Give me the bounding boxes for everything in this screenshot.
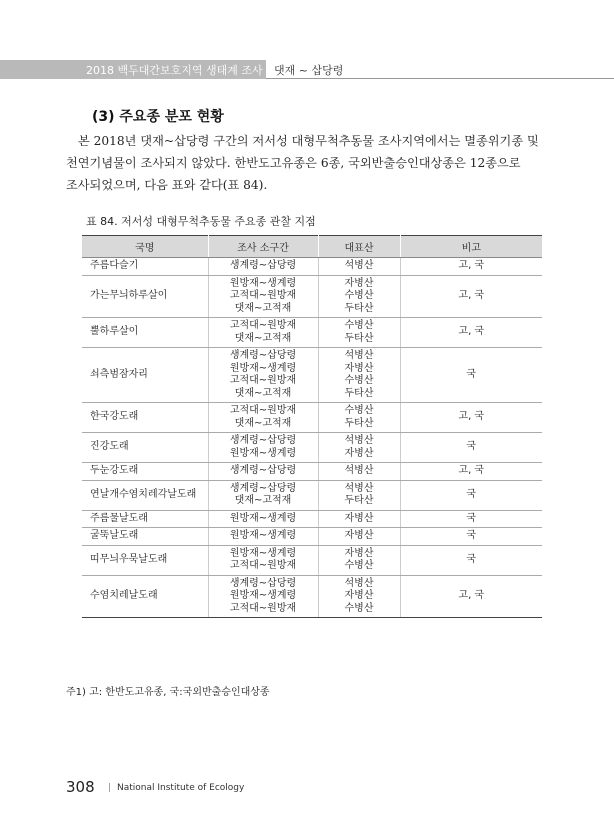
mountain-entry: 수병산	[344, 405, 374, 416]
paragraph-line: 천연기념물이 조사되지 않았다. 한반도고유종은 6종, 국외반출승인대상종은 12종으로	[66, 156, 521, 170]
representative-mountains	[318, 463, 400, 481]
species-name: 띠무늬우묵날도래	[82, 545, 208, 575]
note: 국	[400, 528, 542, 546]
section-entry: 고적대~원방재	[229, 375, 297, 386]
mountain-entry: 자병산	[344, 512, 374, 524]
section-entry: 원방재~생계령	[229, 547, 297, 559]
section-entry: 원방재~생계령	[229, 277, 297, 289]
survey-sections	[208, 318, 318, 348]
note: 국	[400, 480, 542, 510]
species-name: 쇠측범잠자리	[82, 348, 208, 403]
footer-separator: |	[108, 783, 112, 793]
mountain-entry: 자병산	[344, 362, 374, 374]
survey-sections	[208, 463, 318, 481]
note: 고, 국	[400, 275, 542, 318]
section-entry: 생계령~삽당령	[229, 435, 297, 446]
species-name: 수염치레날도래	[82, 575, 208, 618]
note: 국	[400, 545, 542, 575]
representative-mountains	[318, 348, 400, 403]
species-table	[82, 235, 542, 618]
section-entry: 댓재~고적재	[234, 302, 292, 314]
section-entry: 생계령~삽당령	[229, 260, 297, 271]
representative-mountains	[318, 528, 400, 546]
section-entry: 댓재~고적재	[234, 387, 292, 399]
mountain-entry: 석병산	[344, 350, 374, 361]
section-entry: 고적대~원방재	[229, 290, 297, 301]
section-name: 댓재 ~ 삽당령	[274, 64, 344, 77]
note: 국	[400, 433, 542, 463]
species-name: 연날개수염치레각날도래	[82, 480, 208, 510]
mountain-entry: 수병산	[344, 320, 374, 331]
species-name: 주름물날도래	[82, 510, 208, 528]
mountain-entry: 석병산	[344, 577, 374, 589]
mountain-entry: 수병산	[344, 602, 374, 614]
section-entry: 생계령~삽당령	[229, 482, 297, 494]
header-note: 비고	[400, 236, 542, 258]
mountain-entry: 수병산	[344, 560, 374, 571]
species-name: 뿔하루살이	[82, 318, 208, 348]
mountain-entry: 두타산	[344, 302, 374, 314]
table-row	[82, 318, 542, 348]
note: 국	[400, 348, 542, 403]
survey-sections	[208, 528, 318, 546]
section-entry: 고적대~원방재	[229, 560, 297, 571]
note: 고, 국	[400, 318, 542, 348]
section-entry: 원방재~생계령	[229, 530, 297, 541]
representative-mountains	[318, 545, 400, 575]
section-entry: 댓재~고적재	[234, 495, 292, 506]
representative-mountains	[318, 575, 400, 618]
paragraph-line: 조사되었으며, 다음 표와 같다(표 84).	[66, 178, 268, 192]
section-entry: 원방재~생계령	[229, 512, 297, 524]
table-row	[82, 433, 542, 463]
species-name: 진강도래	[82, 433, 208, 463]
representative-mountains	[318, 433, 400, 463]
section-entry: 원방재~생계령	[229, 590, 297, 601]
section-entry: 원방재~생계령	[229, 447, 297, 459]
header-bar	[0, 60, 266, 79]
mountain-entry: 자병산	[344, 277, 374, 289]
survey-sections	[208, 403, 318, 433]
header-mountain: 대표산	[318, 236, 400, 258]
survey-sections	[208, 545, 318, 575]
mountain-entry: 석병산	[344, 465, 374, 476]
table-row	[82, 528, 542, 546]
table-row	[82, 463, 542, 481]
survey-sections	[208, 275, 318, 318]
section-entry: 고적대~원방재	[229, 320, 297, 331]
table-row	[82, 275, 542, 318]
note: 국	[400, 510, 542, 528]
section-entry: 생계령~삽당령	[229, 577, 297, 589]
survey-sections	[208, 433, 318, 463]
mountain-entry: 자병산	[344, 530, 374, 541]
representative-mountains	[318, 510, 400, 528]
mountain-entry: 수병산	[344, 290, 374, 301]
header-section: 조사 소구간	[208, 236, 318, 258]
survey-sections	[208, 510, 318, 528]
note: 고, 국	[400, 463, 542, 481]
section-entry: 고적대~원방재	[229, 405, 297, 416]
survey-sections	[208, 575, 318, 618]
mountain-entry: 두타산	[344, 332, 374, 344]
survey-sections	[208, 348, 318, 403]
header-species: 국명	[82, 236, 208, 258]
section-entry: 댓재~고적재	[234, 332, 292, 344]
table-row	[82, 348, 542, 403]
table-row	[82, 545, 542, 575]
mountain-entry: 석병산	[344, 435, 374, 446]
table-caption: 표 84. 저서성 대형무척추동물 주요종 관찰 지점	[86, 215, 316, 228]
species-name: 주름다슬기	[82, 258, 208, 276]
body-paragraph	[66, 130, 546, 196]
mountain-entry: 석병산	[344, 482, 374, 494]
header-rule	[266, 78, 614, 79]
mountain-entry: 두타산	[344, 495, 374, 506]
mountain-entry: 두타산	[344, 387, 374, 399]
representative-mountains	[318, 480, 400, 510]
mountain-entry: 두타산	[344, 417, 374, 429]
species-name: 가는무늬하루살이	[82, 275, 208, 318]
mountain-entry: 자병산	[344, 447, 374, 459]
section-entry: 고적대~원방재	[229, 602, 297, 614]
note: 고, 국	[400, 575, 542, 618]
note: 고, 국	[400, 403, 542, 433]
section-entry: 생계령~삽당령	[229, 465, 297, 476]
report-title: 2018 백두대간보호지역 생태계 조사	[86, 64, 263, 77]
section-entry: 댓재~고적재	[234, 417, 292, 429]
section-title: (3) 주요종 분포 현황	[92, 109, 224, 125]
representative-mountains	[318, 318, 400, 348]
species-name: 두눈강도래	[82, 463, 208, 481]
representative-mountains	[318, 275, 400, 318]
species-name: 한국강도래	[82, 403, 208, 433]
table-row	[82, 480, 542, 510]
section-entry: 원방재~생계령	[229, 362, 297, 374]
table-row	[82, 403, 542, 433]
mountain-entry: 석병산	[344, 260, 374, 271]
table-row	[82, 575, 542, 618]
representative-mountains	[318, 258, 400, 276]
mountain-entry: 수병산	[344, 375, 374, 386]
species-name: 굴뚝날도래	[82, 528, 208, 546]
section-entry: 생계령~삽당령	[229, 350, 297, 361]
mountain-entry: 자병산	[344, 547, 374, 559]
table-row	[82, 258, 542, 276]
mountain-entry: 자병산	[344, 590, 374, 601]
note: 고, 국	[400, 258, 542, 276]
survey-sections	[208, 258, 318, 276]
institute-name: National Institute of Ecology	[117, 783, 245, 793]
page-number: 308	[66, 778, 95, 796]
table-header-row	[82, 236, 542, 258]
representative-mountains	[318, 403, 400, 433]
table-footnote: 주1) 고: 한반도고유종, 국:국외반출승인대상종	[66, 687, 270, 698]
survey-sections	[208, 480, 318, 510]
table-row	[82, 510, 542, 528]
paragraph-line: 본 2018년 댓재~삽당령 구간의 저서성 대형무척추동물 조사지역에서는 멸종위기종 및	[78, 134, 539, 148]
